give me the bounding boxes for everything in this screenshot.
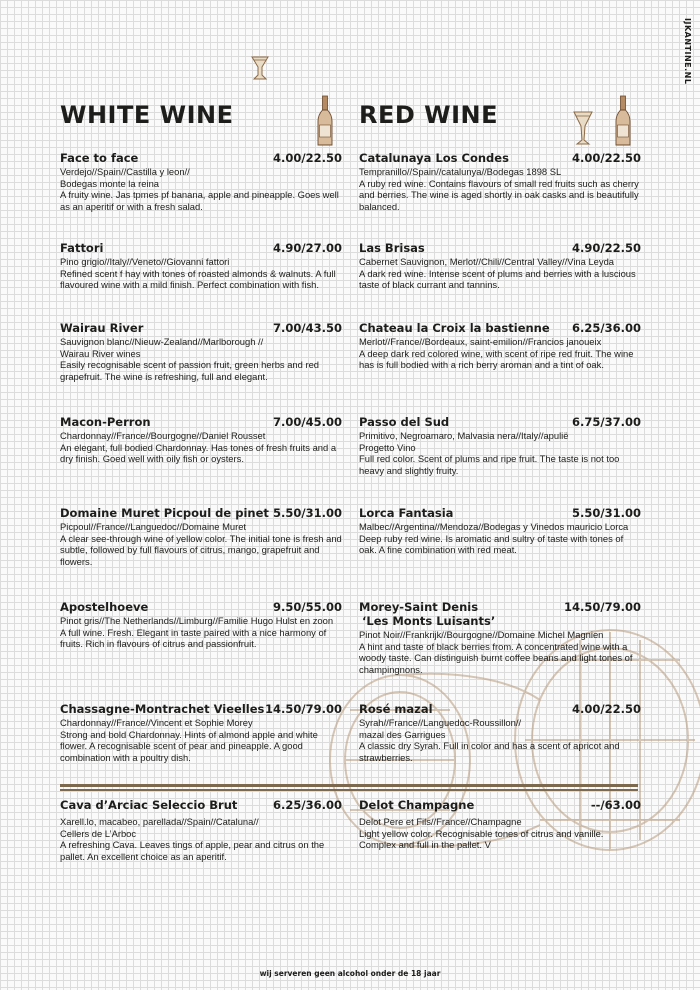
wine-item <box>359 600 641 675</box>
wine-name: Domaine Muret Picpoul de pinet <box>60 506 269 520</box>
wine-description: Light yellow color. Recognisable tones of citrus and vanille. Complex and full in the pallet. V <box>359 827 604 850</box>
site-url: IJKANTINE.NL <box>683 18 692 85</box>
wine-price: 6.25/36.00 <box>572 321 641 335</box>
wine-item <box>359 151 641 212</box>
red-wine-heading: RED WINE <box>359 101 499 129</box>
wine-price: 4.90/27.00 <box>273 241 342 255</box>
wine-description: Easily recognisable scent of passion fruit, green herbs and red grapefruit. The wine is refreshing, full and elegant. <box>60 359 320 382</box>
wine-glass-icon <box>572 110 594 146</box>
wine-name: Macon-Perron <box>60 415 151 429</box>
section-divider <box>60 789 638 791</box>
age-notice: wij serveren geen alcohol onder de 18 jaar <box>259 969 441 978</box>
wine-item <box>60 241 342 291</box>
wine-origin: Malbec//Argentina//Mendoza//Bodegas y Vinedos mauricio Lorca <box>359 521 629 532</box>
wine-name: Lorca Fantasia <box>359 506 454 520</box>
wine-item <box>359 798 641 851</box>
wine-description: A full wine. Fresh. Elegant in taste paired with a nice harmony of fruits. Rich in flavours of citrus and passionfruit. <box>60 626 327 649</box>
wine-item <box>60 702 342 763</box>
wine-price: 7.00/45.00 <box>273 415 342 429</box>
wine-origin: Xarell.lo, macabeo, parellada//Spain//Cataluna// Cellers de L’Arboc <box>60 816 259 839</box>
wine-price: 4.90/22.50 <box>572 241 641 255</box>
wine-item <box>359 702 641 763</box>
white-wine-heading: WHITE WINE <box>60 101 234 129</box>
wine-item <box>359 321 641 371</box>
wine-name: Apostelhoeve <box>60 600 149 614</box>
wine-glass-icon <box>250 55 270 81</box>
wine-item <box>60 415 342 465</box>
wine-origin: Primitivo, Negroamaro, Malvasia nera//Italy//apulië Progetto Vino <box>359 430 569 453</box>
wine-origin: Cabernet Sauvignon, Merlot//Chili//Central Valley//Vina Leyda <box>359 256 615 267</box>
wine-description: A fruity wine. Jas tpmes pf banana, apple and pineapple. Goes well as an aperitif or with a fresh salad. <box>60 189 339 212</box>
wine-origin: Pinot Noir//Frankrijk//Bourgogne//Domaine Michel Magnien <box>359 629 604 640</box>
wine-description: An elegant, full bodied Chardonnay. Has tones of fresh fruits and a dry finish. Goed well with oily fish or oysters. <box>60 441 337 464</box>
wine-name: Wairau River <box>60 321 144 335</box>
wine-price: 7.00/43.50 <box>273 321 342 335</box>
wine-price: 6.75/37.00 <box>572 415 641 429</box>
wine-item <box>60 151 342 212</box>
wine-price: 9.50/55.00 <box>273 600 342 614</box>
wine-origin: Delot Pere et Fils//France//Champagne <box>359 816 522 827</box>
wine-name: Catalunaya Los Condes <box>359 151 509 165</box>
wine-name: Fattori <box>60 241 104 255</box>
wine-description: A deep dark red colored wine, with scent of ripe red fruit. The wine has is full bodied with a rich berry aroman and a tint of oak. <box>359 347 634 370</box>
wine-description: A dark red wine. Intense scent of plums and berries with a luscious taste of black currant and tannins. <box>359 267 636 290</box>
wine-item <box>60 798 342 862</box>
wine-origin: Picpoul//France//Languedoc//Domaine Muret <box>60 521 247 532</box>
wine-name: Passo del Sud <box>359 415 450 429</box>
wine-name: Delot Champagne <box>359 798 475 812</box>
wine-description: Deep ruby red wine. Is aromatic and sultry of taste with tones of oak. A fine combination with red meat. <box>359 532 624 555</box>
wine-name: Chateau la Croix la bastienne <box>359 321 550 335</box>
wine-price: 5.50/31.00 <box>273 506 342 520</box>
wine-description: A hint and taste of black berries from. A concentrated wine with a woody taste. Can distinguish burnt coffee beans and light tones of champingnons. <box>359 640 633 675</box>
wine-price: 4.00/22.50 <box>273 151 342 165</box>
wine-name: Cava d’Arciac Seleccio Brut <box>60 798 238 812</box>
section-divider <box>60 784 638 787</box>
wine-item <box>359 415 641 476</box>
wine-bottle-icon <box>316 95 334 147</box>
wine-origin: Verdejo//Spain//Castilla y leon// Bodegas monte la reina <box>60 166 190 189</box>
wine-price: 4.00/22.50 <box>572 151 641 165</box>
wine-item <box>60 321 342 382</box>
wine-price: 14.50/79.00 <box>265 702 342 716</box>
wine-item <box>359 241 641 291</box>
wine-origin: Pinot gris//The Netherlands//Limburg//Familie Hugo Hulst en zoon <box>60 615 334 626</box>
wine-description: A ruby red wine. Contains flavours of small red fruits such as cherry and berries. The wine is aged shortly in oak casks and is beautifully balanced. <box>359 177 639 212</box>
wine-item <box>60 506 342 567</box>
wine-origin: Chardonnay//France//Bourgogne//Daniel Rousset <box>60 430 266 441</box>
wine-name: Chassagne-Montrachet Vieelles <box>60 702 265 716</box>
wine-subname: ‘Les Monts Luisants’ <box>362 614 496 628</box>
wine-description: A refreshing Cava. Leaves tings of apple, pear and citrus on the pallet. An excellent choice as an aperitif. <box>60 839 325 862</box>
wine-price: 14.50/79.00 <box>564 600 641 614</box>
wine-item <box>60 600 342 650</box>
wine-origin: Tempranillo//Spain//catalunya//Bodegas 1898 SL <box>359 166 562 177</box>
wine-origin: Merlot//France//Bordeaux, saint-emilion//Francios janoueix <box>359 336 602 347</box>
wine-description: Refined scent f hay with tones of roasted almonds & walnuts. A full flavoured wine with a mild finish. Perfect combination with fish. <box>60 267 336 290</box>
wine-description: A classic dry Syrah. Full in color and has a scent of apricot and strawberries. <box>359 740 620 763</box>
wine-origin: Pino grigio//Italy//Veneto//Giovanni fattori <box>60 256 230 267</box>
wine-price: --/63.00 <box>590 798 641 812</box>
wine-name: Las Brisas <box>359 241 425 255</box>
wine-price: 5.50/31.00 <box>572 506 641 520</box>
wine-origin: Chardonnay//France//Vincent et Sophie Morey <box>60 717 253 728</box>
wine-origin: Syrah//France//Languedoc-Roussillon// mazal des Garrigues <box>359 717 522 740</box>
wine-name: Face to face <box>60 151 139 165</box>
wine-name: Rosé mazal <box>359 702 433 716</box>
wine-origin: Sauvignon blanc//Nieuw-Zealand//Marlborough // Wairau River wines <box>60 336 264 359</box>
wine-description: A clear see-through wine of yellow color. The initial tone is fresh and subtle, followed by full flavours of citrus, mango, grapefruit and flowers. <box>60 532 342 567</box>
wine-description: Strong and bold Chardonnay. Hints of almond apple and white flower. A recognisable scent of pear and pineapple. A good combination with a poultry dish. <box>60 728 318 763</box>
wine-bottle-icon <box>614 95 632 147</box>
wine-name: Morey-Saint Denis <box>359 600 479 614</box>
wine-description: Full red color. Scent of plums and ripe fruit. The taste is not too heavy and slightly fruity. <box>359 453 620 476</box>
wine-price: 6.25/36.00 <box>273 798 342 812</box>
wine-price: 4.00/22.50 <box>572 702 641 716</box>
wine-item <box>359 506 641 556</box>
